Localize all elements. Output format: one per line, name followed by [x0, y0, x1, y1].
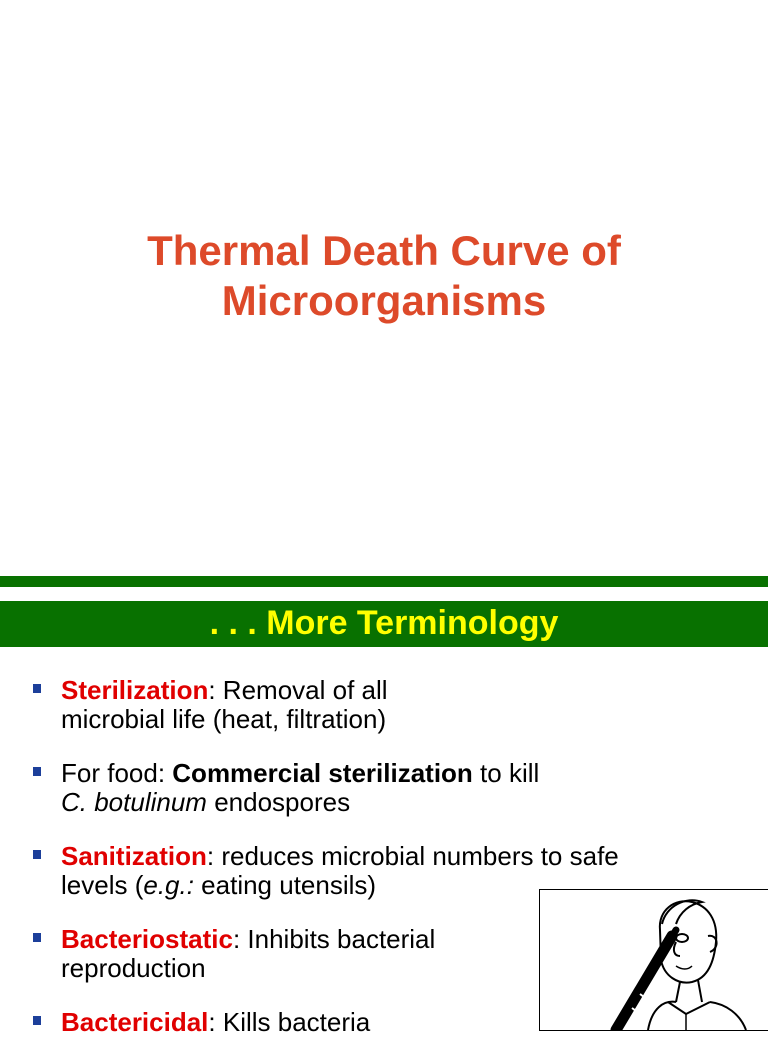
term-bactericidal: Bactericidal — [61, 1007, 209, 1037]
terminology-header-text: . . . More Terminology — [209, 604, 559, 642]
term-sterilization: Sterilization — [61, 675, 209, 705]
terminology-header — [0, 601, 768, 647]
slide-title-line-1: Thermal Death Curve of — [147, 227, 621, 274]
bullet-square-icon — [33, 850, 41, 859]
slide-title-line-2: Microorganisms — [221, 277, 547, 324]
term-sanitization: Sanitization — [61, 841, 207, 871]
bullet-square-icon — [33, 767, 41, 776]
cartoon-person-with-microscope-icon — [540, 890, 768, 1030]
term-commercial-sterilization: Commercial sterilization — [172, 758, 473, 788]
green-divider-bar — [0, 576, 768, 587]
bullet-square-icon — [33, 933, 41, 942]
slide-title — [0, 226, 768, 326]
bullet-square-icon — [33, 684, 41, 693]
term-bacteriostatic: Bacteriostatic — [61, 924, 233, 954]
cartoon-illustration — [539, 889, 768, 1031]
